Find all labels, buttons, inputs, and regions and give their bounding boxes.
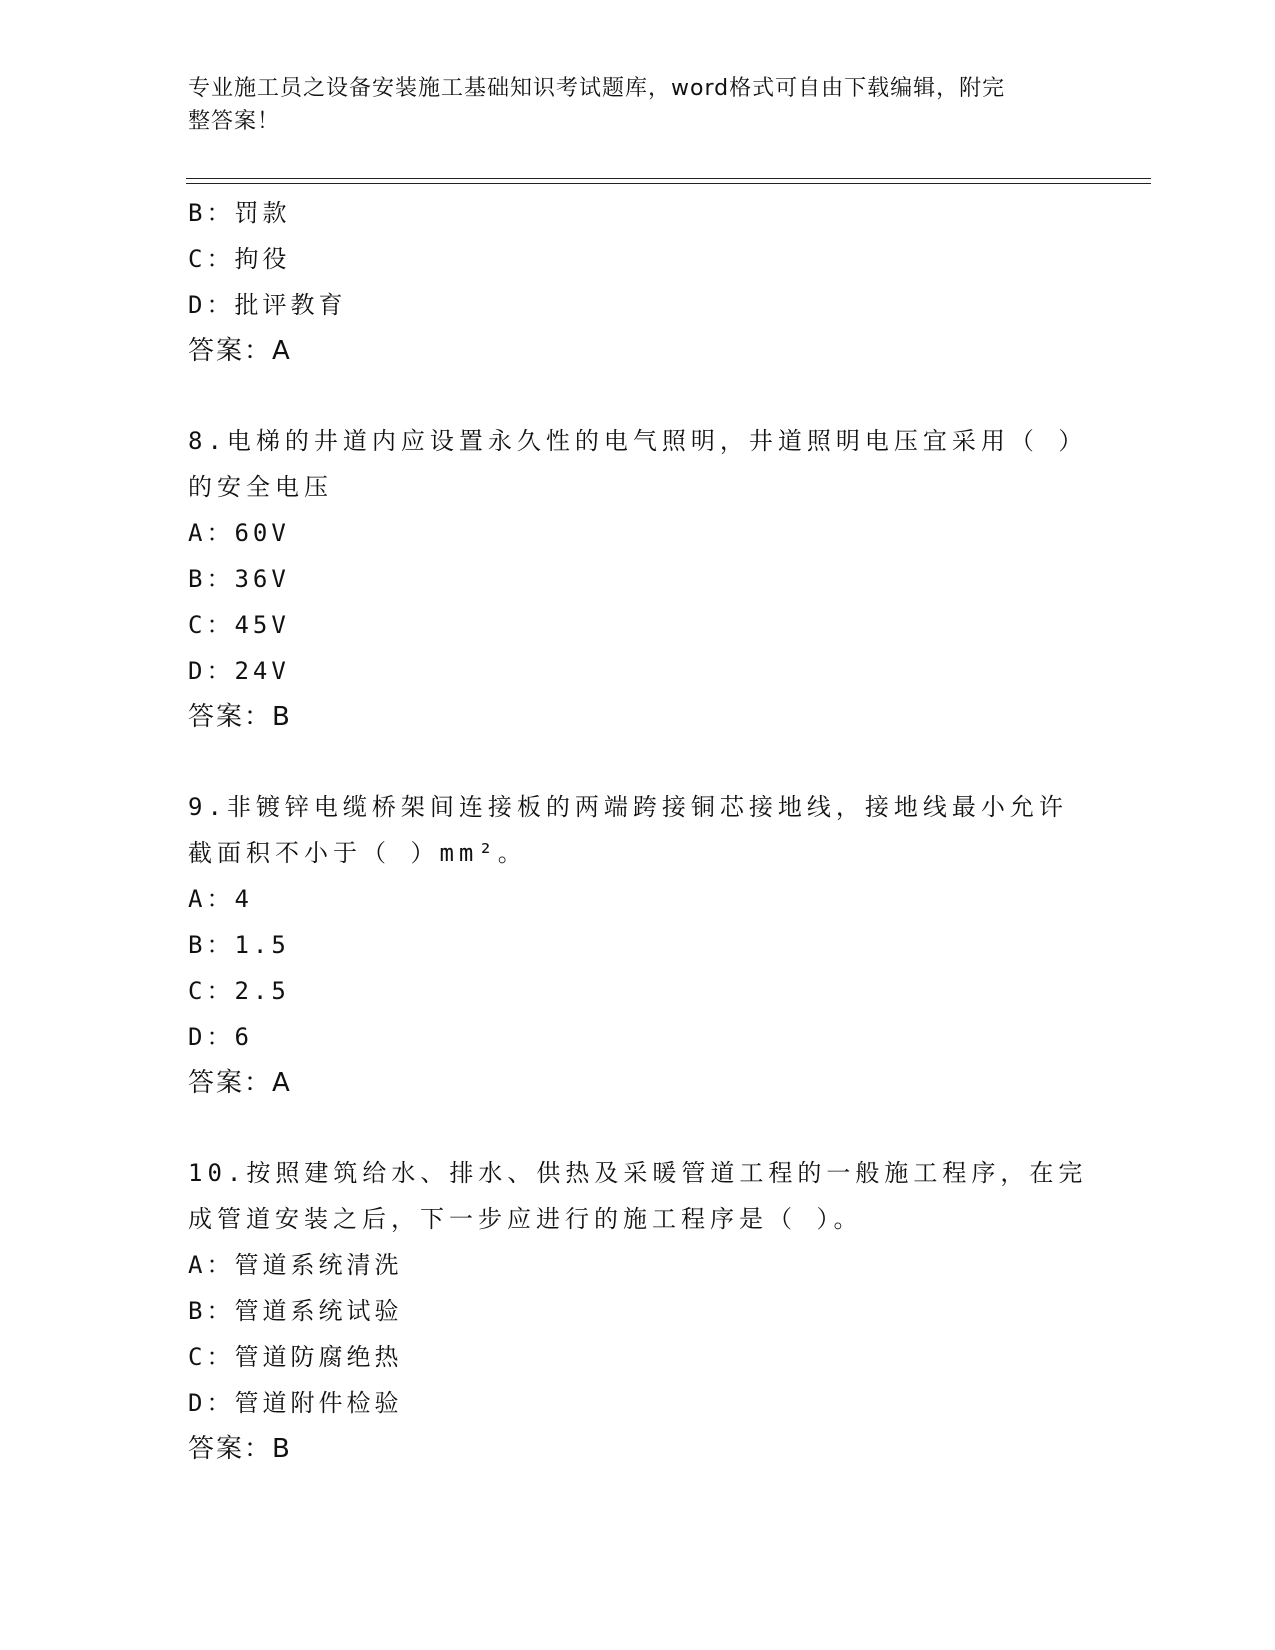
header-title-line-2: 整答案！ [188,109,281,134]
option-a: A：管道系统清洗 [188,1251,403,1279]
header-divider-bottom [186,183,1151,184]
question-text-line-2: 截面积不小于（ ）mm²。 [188,839,527,867]
answer: 答案：A [188,1068,292,1098]
question-10 [188,1150,1108,1472]
option-d: D：批评教育 [188,291,347,319]
option-b: B：36V [188,565,290,593]
option-d: D：管道附件检验 [188,1389,403,1417]
question-text-line-2: 的安全电压 [188,473,333,501]
header-divider-top [186,178,1151,179]
option-d: D：24V [188,657,290,685]
option-b: B：罚款 [188,199,291,227]
option-a: A：60V [188,519,290,547]
answer: 答案：B [188,702,292,732]
question-text-line-2: 成管道安装之后，下一步应进行的施工程序是（ ）。 [188,1205,863,1233]
question-7-continued [188,190,1108,374]
answer: 答案：B [188,1434,292,1464]
answer: 答案：A [188,336,292,366]
question-text-line-1: 8.电梯的井道内应设置永久性的电气照明，井道照明电压宜采用（ ） [188,427,1088,455]
question-9 [188,784,1108,1106]
option-b: B：1.5 [188,931,290,959]
question-text-line-1: 9.非镀锌电缆桥架间连接板的两端跨接铜芯接地线，接地线最小允许 [188,793,1068,821]
option-a: A：4 [188,885,253,913]
option-c: C：管道防腐绝热 [188,1343,403,1371]
option-c: C：拘役 [188,245,291,273]
question-text-line-1: 10.按照建筑给水、排水、供热及采暖管道工程的一般施工程序，在完 [188,1159,1088,1187]
document-body [188,190,1108,1472]
option-d: D：6 [188,1023,253,1051]
question-8 [188,418,1108,740]
document-header [188,72,1088,138]
option-b: B：管道系统试验 [188,1297,403,1325]
header-title-line-1: 专业施工员之设备安装施工基础知识考试题库，word格式可自由下载编辑，附完 [188,76,1006,101]
option-c: C：45V [188,611,290,639]
option-c: C：2.5 [188,977,290,1005]
